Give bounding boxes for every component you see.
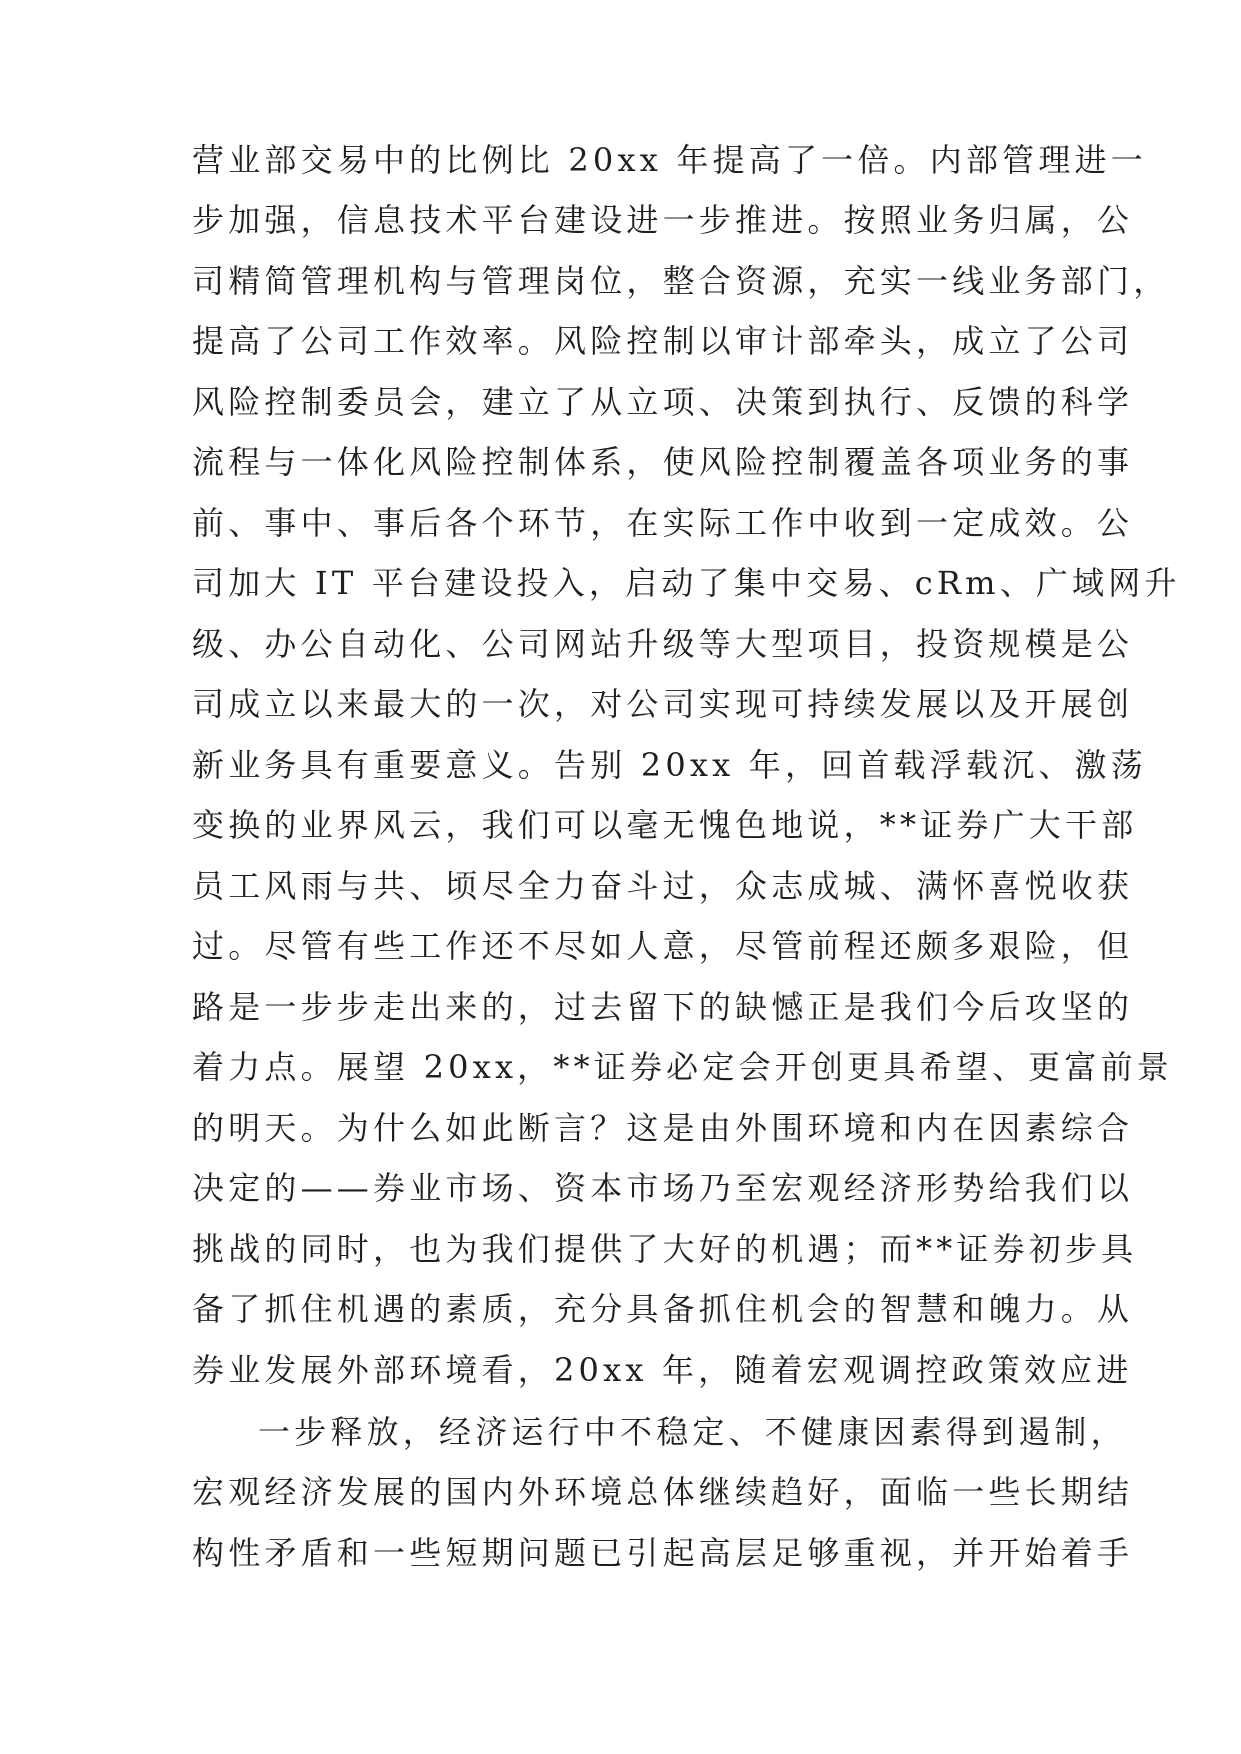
text-line: 营业部交易中的比例比 20xx 年提高了一倍。内部管理进一: [192, 141, 1147, 179]
text-line: 决定的——券业市场、资本市场乃至宏观经济形势给我们以: [192, 1169, 1134, 1207]
text-line: 步加强，信息技术平台建设进一步推进。按照业务归属，公: [192, 201, 1134, 239]
text-line: 级、办公自动化、公司网站升级等大型项目，投资规模是公: [192, 625, 1134, 663]
text-line: 员工风雨与共、顷尽全力奋斗过，众志成城、满怀喜悦收获: [192, 867, 1134, 905]
text-line: 风险控制委员会，建立了从立项、决策到执行、反馈的科学: [192, 383, 1134, 421]
text-line: 着力点。展望 20xx，**证券必定会开创更具希望、更富前景: [192, 1048, 1173, 1086]
text-line: 司精简管理机构与管理岗位，整合资源，充实一线业务部门，: [192, 262, 1170, 300]
text-line: 过。尽管有些工作还不尽如人意，尽管前程还颇多艰险，但: [192, 927, 1134, 965]
paragraph-first-line: 一步释放，经济运行中不稳定、不健康因素得到遏制，: [258, 1413, 1127, 1451]
text-line: 变换的业界风云，我们可以毫无愧色地说，**证券广大干部: [192, 806, 1138, 844]
text-line: 路是一步步走出来的，过去留下的缺憾正是我们今后攻坚的: [192, 988, 1134, 1026]
text-line: 流程与一体化风险控制体系，使风险控制覆盖各项业务的事: [192, 443, 1134, 481]
text-line: 挑战的同时，也为我们提供了大好的机遇；而**证券初步具: [192, 1230, 1138, 1268]
text-line: 的明天。为什么如此断言？这是由外围环境和内在因素综合: [192, 1109, 1134, 1147]
text-line: 券业发展外部环境看，20xx 年，随着宏观调控政策效应进: [192, 1351, 1133, 1389]
text-line: 新业务具有重要意义。告别 20xx 年，回首载浮载沉、激荡: [192, 746, 1147, 784]
text-line: 前、事中、事后各个环节，在实际工作中收到一定成效。公: [192, 504, 1134, 542]
text-line: 备了抓住机遇的素质，充分具备抓住机会的智慧和魄力。从: [192, 1290, 1134, 1328]
text-line: 司加大 IT 平台建设投入，启动了集中交易、cRm、广域网升: [192, 564, 1181, 602]
text-line: 提高了公司工作效率。风险控制以审计部牵头，成立了公司: [192, 322, 1134, 360]
text-line: 构性矛盾和一些短期问题已引起高层足够重视，并开始着手: [192, 1534, 1134, 1572]
text-line: 司成立以来最大的一次，对公司实现可持续发展以及开展创: [192, 685, 1134, 723]
text-line: 宏观经济发展的国内外环境总体继续趋好，面临一些长期结: [192, 1473, 1134, 1511]
